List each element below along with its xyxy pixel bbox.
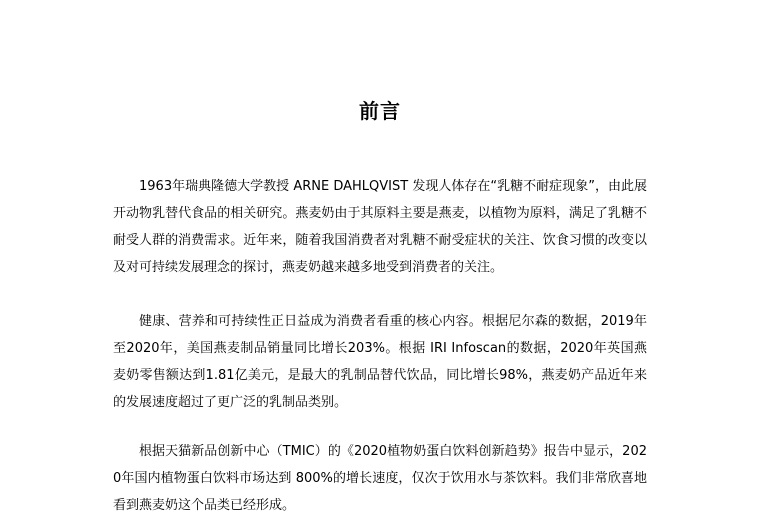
page-title: 前言 [359, 99, 401, 123]
paragraph-1: 1963年瑞典隆德大学教授 ARNE DAHLQVIST 发现人体存在“乳糖不耐症现象”，由此展开动物乳替代食品的相关研究。燕麦奶由于其原料主要是燕麦，以植物为原料，满足了乳糖不耐受人群的消费需求。近年来，随着我国消费者对乳糖不耐受症状的关注、饮食习惯的改变以及对可持续发展理念的探讨，燕麦奶越来越多地受到消费者的关注。 [113, 179, 647, 275]
paragraph-3: 根据天猫新品创新中心（TMIC）的《2020植物奶蛋白饮料创新趋势》报告中显示，2020年国内植物蛋白饮料市场达到 800%的增长速度，仅次于饮用水与茶饮料。我们非常欣喜地看到燕麦奶这个品类已经形成。 [113, 444, 647, 513]
paragraph-2: 健康、营养和可持续性正日益成为消费者看重的核心内容。根据尼尔森的数据，2019年至2020年，美国燕麦制品销量同比增长203%。根据 IRI Infoscan的数据，2020年英国燕麦奶零售额达到1.81亿美元，是最大的乳制品替代饮品，同比增长98%，燕麦奶产品近年来的发展速度超过了更广泛的乳制品类别。 [113, 314, 647, 410]
